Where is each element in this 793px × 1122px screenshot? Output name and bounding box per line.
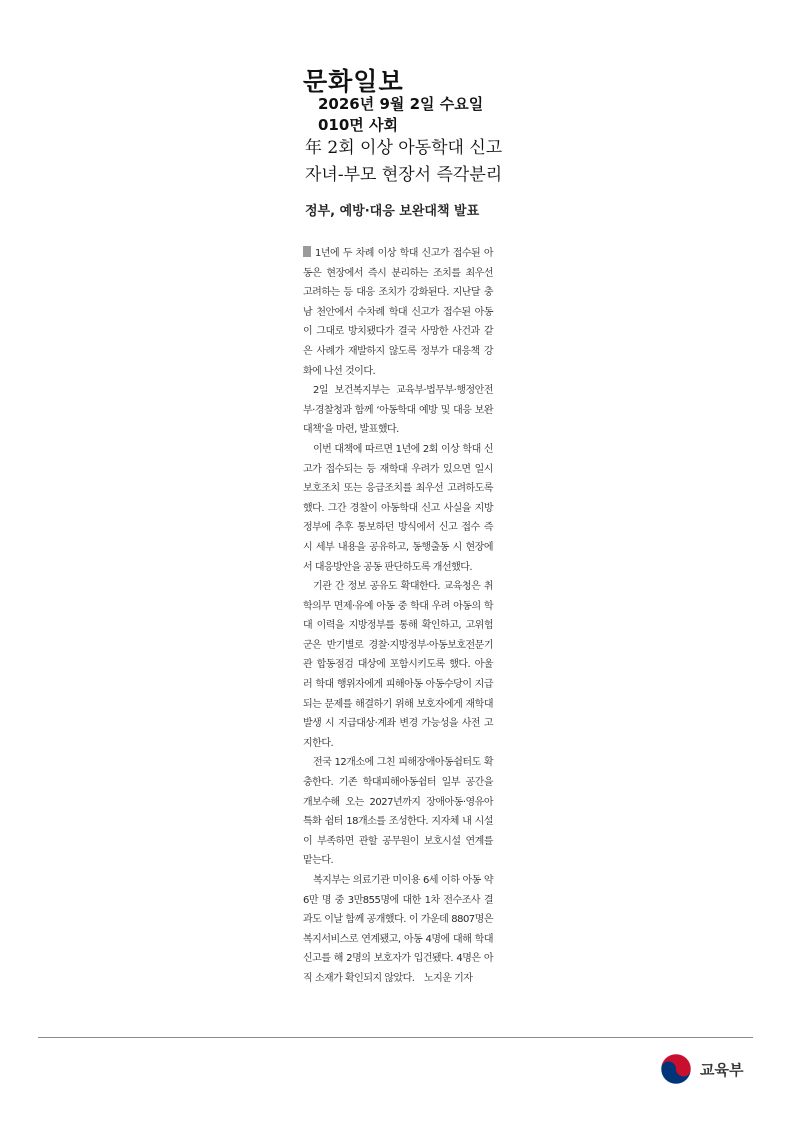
- subheadline: 정부, 예방·대응 보완대책 발표: [305, 204, 480, 219]
- article-paragraph: 복지부는 의료기관 미이용 6세 이하 아동 약 6만 명 중 3만855명에 대한 1차 전수조사 결과도 이날 함께 공개했다. 이 가운데 8807명은 복지서비스로 연계됐고, 아동 4명에 대해 학대 신고를 해 2명의 보호자가 입건됐다. 4명은 아직 소재가 확인되지 않았다. 노지운 기자: [303, 875, 493, 984]
- publication-date: 2026년 9월 2일 수요일: [318, 95, 484, 113]
- article-paragraph: 2일 보건복지부는 교육부·법무부·행정안전부·경찰청과 함께 ‘아동학대 예방 및 대응 보완 대책’을 마련, 발표했다.: [303, 385, 493, 436]
- dateline: [318, 94, 483, 136]
- newspaper-masthead: 문화일보: [303, 67, 404, 96]
- article-paragraph: [303, 244, 493, 381]
- headline: [305, 135, 502, 189]
- ministry-logo: [659, 1052, 743, 1086]
- article-paragraph-text: 1년에 두 차례 이상 학대 신고가 접수된 아동은 현장에서 즉시 분리하는 조치를 최우선 고려하는 등 대응 조치가 강화된다. 지난달 충남 천안에서 수차례 학대 신고가 접수된 아동이 그대로 방치됐다가 결국 사망한 사건과 같은 사례가 재발하지 않도록 정부가 대응책 강화에 나선 것이다.: [303, 248, 493, 377]
- taegeuk-icon: [659, 1052, 693, 1086]
- footer-divider: [38, 1037, 753, 1038]
- headline-line-1: 年 2회 이상 아동학대 신고: [305, 138, 503, 158]
- logo-text: 교육부: [700, 1060, 744, 1079]
- lead-marker-icon: [303, 246, 311, 257]
- headline-line-2: 자녀-부모 현장서 즉각분리: [305, 165, 503, 185]
- page-section: 010면 사회: [318, 116, 399, 134]
- article-paragraph: 이번 대책에 따르면 1년에 2회 이상 학대 신고가 접수되는 등 재학대 우려가 있으면 일시보호조치 또는 응급조치를 최우선 고려하도록 했다. 그간 경찰이 아동학대 신고 사실을 지방정부에 추후 통보하던 방식에서 신고 접수 즉시 세부 내용을 공유하고, 동행출동 시 현장에서 대응방안을 공동 판단하도록 개선했다.: [303, 443, 493, 573]
- article-body: [303, 244, 493, 989]
- article-paragraph: 기관 간 정보 공유도 확대한다. 교육청은 취학의무 면제·유예 아동 중 학대 우려 아동의 학대 이력을 지방정부를 통해 확인하고, 고위험군은 반기별로 경찰·지방정부·아동보호전문기관 합동점검 대상에 포함시키도록 했다. 아울러 학대 행위자에게 피해아동 아동수당이 지급되는 문제를 해결하기 위해 보호자에게 재학대 발생 시 지급대상·계좌 변경 가능성을 사전 고지한다.: [303, 581, 493, 749]
- article-paragraph: 전국 12개소에 그친 피해장애아동쉼터도 확충한다. 기존 학대피해아동쉼터 일부 공간을 개보수해 오는 2027년까지 장애아동·영유아 특화 쉼터 18개소를 조성한다. 지자체 내 시설이 부족하면 관할 공무원이 보호시설 연계를 맡는다.: [303, 757, 493, 867]
